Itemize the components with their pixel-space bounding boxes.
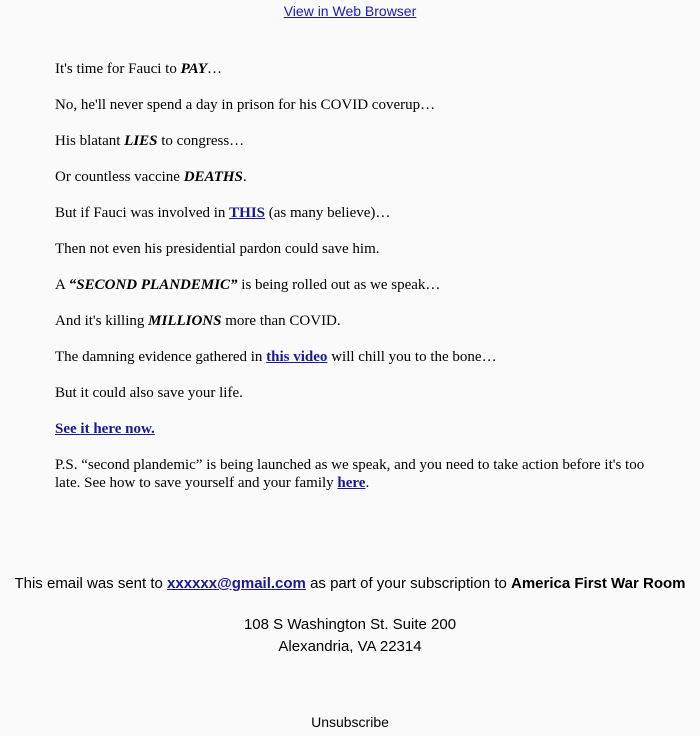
text: A [55,277,69,293]
text: This email was sent to [14,575,168,592]
email-link[interactable]: xxxxxx@gmail.com [167,575,306,592]
paragraph-11 [55,420,155,438]
emphasis-millions: MILLIONS [148,313,222,329]
address-line-1: 108 S Washington St. Suite 200 [243,616,457,633]
paragraph-10: But it could also save your life. [55,385,243,401]
emphasis-pay: PAY [180,61,207,77]
paragraph-2: No, he'll never spend a day in prison for his COVID coverup… [55,97,436,113]
text: . [365,475,370,491]
this-video-link[interactable]: this video [266,349,328,365]
text: Or countless vaccine [55,169,184,185]
emphasis-lies: LIES [124,133,158,149]
text: as part of your subscription to [305,575,512,592]
view-in-browser-link[interactable]: View in Web Browser [283,3,417,19]
address-line-2: Alexandria, VA 22314 [278,638,422,655]
emphasis-deaths: DEATHS [183,169,243,185]
view-in-browser-bar [0,3,700,19]
paragraph-4 [55,168,247,186]
ps-paragraph [55,456,645,492]
text: The damning evidence gathered in [55,349,267,365]
this-link[interactable]: THIS [229,205,266,221]
text: to congress… [157,133,245,149]
text: will chill you to the bone… [327,349,497,365]
text: more than COVID. [221,313,341,329]
unsubscribe-link[interactable]: Unsubscribe [311,714,389,730]
paragraph-6: Then not even his presidential pardon could save him. [55,241,380,257]
here-link[interactable]: here [337,475,366,491]
paragraph-7 [55,276,440,294]
text: … [207,61,222,77]
org-name: America First War Room [511,575,686,592]
paragraph-1 [55,60,222,78]
text: And it's killing [55,313,149,329]
text: P.S. “second plandemic” is being launched as we speak, and you need to take action before it's too late. See how to save yourself and your family [55,457,645,491]
text: is being rolled out as we speak… [237,277,441,293]
text: . [242,169,247,185]
paragraph-5 [55,204,390,222]
paragraph-3 [55,132,244,150]
text: (as many believe)… [265,205,391,221]
see-it-here-now-link[interactable]: See it here now. [55,421,155,437]
text: His blatant [55,133,125,149]
emphasis-second-plandemic: “SECOND PLANDEMIC” [68,277,238,293]
text: It's time for Fauci to [55,61,181,77]
paragraph-9 [55,348,497,366]
subscription-notice [0,575,700,592]
text: But if Fauci was involved in [55,205,230,221]
paragraph-8 [55,312,341,330]
